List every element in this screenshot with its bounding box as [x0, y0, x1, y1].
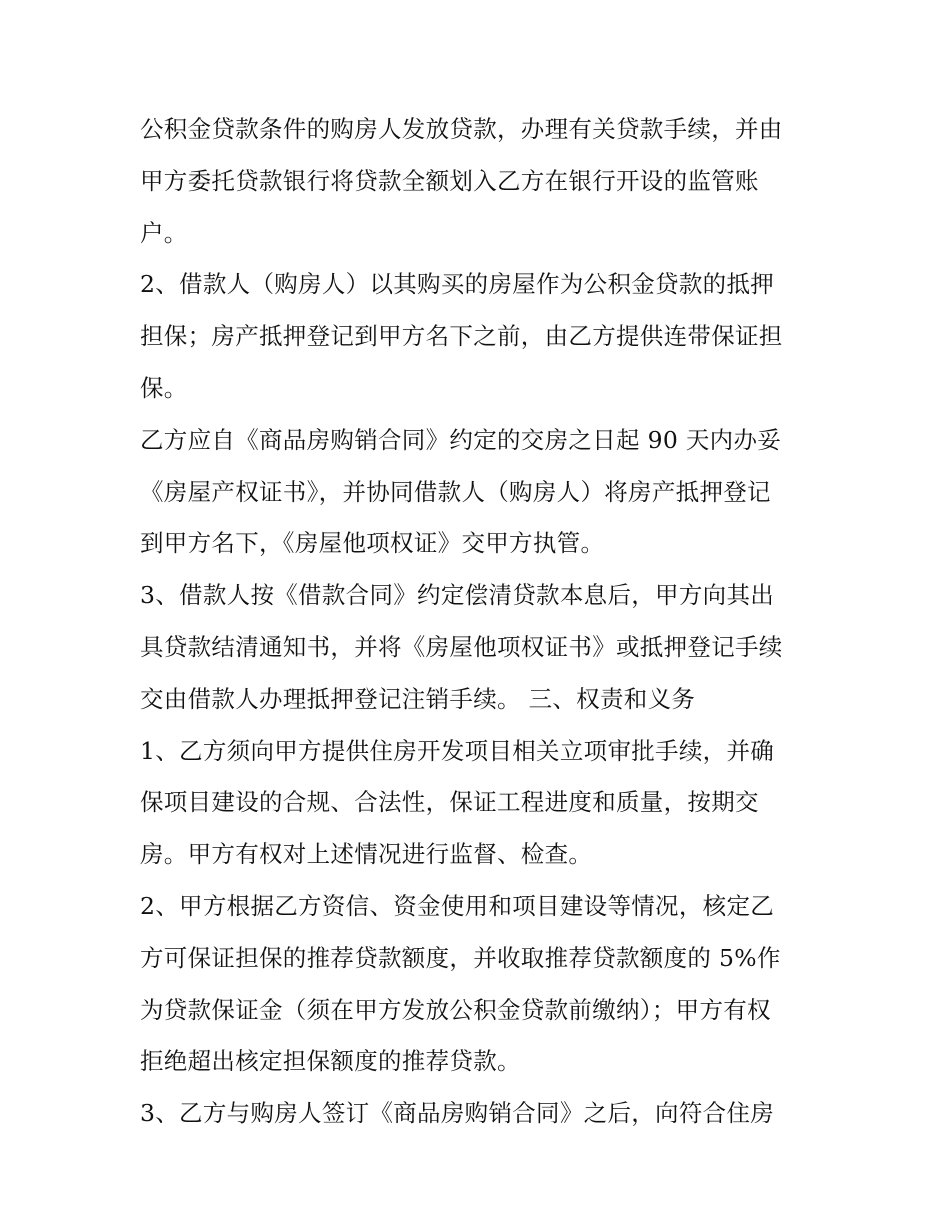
document-body [140, 104, 820, 1140]
text-line: 乙方应自《商品房购销合同》约定的交房之日起 90 天内办妥 [140, 425, 782, 454]
text-line: 公积金贷款条件的购房人发放贷款，办理有关贷款手续，并由 [140, 115, 783, 143]
text-line: 拒绝超出核定担保额度的推荐贷款。 [140, 1047, 521, 1076]
text-line: 3、乙方与购房人签订《商品房购销合同》之后，向符合住房 [140, 1099, 775, 1128]
text-line: 为贷款保证金（须在甲方发放公积金贷款前缴纳）；甲方有权 [140, 995, 771, 1024]
text-line: 《房屋产权证书》，并协同借款人（购房人）将房产抵押登记 [140, 477, 771, 506]
text-line: 保。 [140, 373, 188, 402]
text-line: 户。 [140, 218, 188, 247]
text-line: 交由借款人办理抵押登记注销手续。 三、权责和义务 [140, 684, 696, 713]
text-line: 保项目建设的合规、合法性，保证工程进度和质量，按期交 [140, 788, 759, 817]
text-line: 2、甲方根据乙方资信、资金使用和项目建设等情况，核定乙 [140, 891, 775, 920]
text-line: 房。甲方有权对上述情况进行监督、检查。 [140, 840, 593, 869]
text-line: 3、借款人按《借款合同》约定偿清贷款本息后，甲方向其出 [140, 581, 775, 610]
text-line: 到甲方名下，《房屋他项权证》交甲方执管。 [140, 529, 605, 558]
text-line: 方可保证担保的推荐贷款额度，并收取推荐贷款额度的 5%作 [140, 943, 781, 972]
text-line: 担保；房产抵押登记到甲方名下之前，由乙方提供连带保证担 [140, 322, 783, 351]
text-line: 2、借款人（购房人）以其购买的房屋作为公积金贷款的抵押 [140, 270, 775, 299]
text-line: 1、乙方须向甲方提供住房开发项目相关立项审批手续，并确 [140, 736, 775, 765]
text-line: 具贷款结清通知书，并将《房屋他项权证书》或抵押登记手续 [140, 632, 783, 661]
text-line: 甲方委托贷款银行将贷款全额划入乙方在银行开设的监管账 [140, 166, 759, 195]
